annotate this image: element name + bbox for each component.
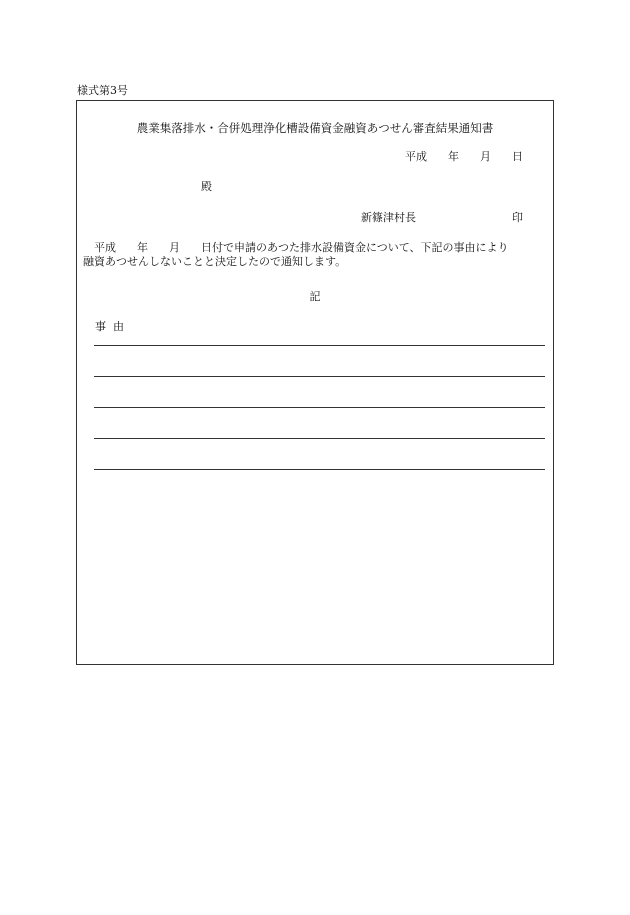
reason-line <box>94 345 545 346</box>
notice-body-line-1 <box>83 241 547 255</box>
body-line1-rest: 日付で申請のあつた排水設備資金について、下記の事由により <box>201 241 509 254</box>
notice-form-frame <box>76 100 554 665</box>
addressee-honorific: 殿 <box>201 180 212 193</box>
issue-date <box>405 150 523 164</box>
date-year: 年 <box>448 150 459 163</box>
sender-name: 新篠津村長 <box>361 211 416 224</box>
seal-mark: 印 <box>512 211 523 224</box>
body-era: 平成 <box>94 241 116 254</box>
body-year: 年 <box>137 241 148 254</box>
reason-line <box>94 469 545 470</box>
notice-body <box>83 241 547 269</box>
reason-line <box>94 438 545 439</box>
reason-label: 事由 <box>95 320 131 333</box>
reason-line <box>94 407 545 408</box>
notice-body-line-2: 融資あつせんしないことと決定したので通知します。 <box>83 255 347 268</box>
document-title: 農業集落排水・合併処理浄化槽設備資金融資あつせん審査結果通知書 <box>136 121 494 135</box>
date-day: 日 <box>512 150 523 163</box>
reason-line <box>94 376 545 377</box>
date-era: 平成 <box>405 150 427 163</box>
date-month: 月 <box>480 150 491 163</box>
body-month: 月 <box>169 241 180 254</box>
ki-heading: 記 <box>309 290 321 303</box>
form-number: 様式第3号 <box>77 84 128 97</box>
